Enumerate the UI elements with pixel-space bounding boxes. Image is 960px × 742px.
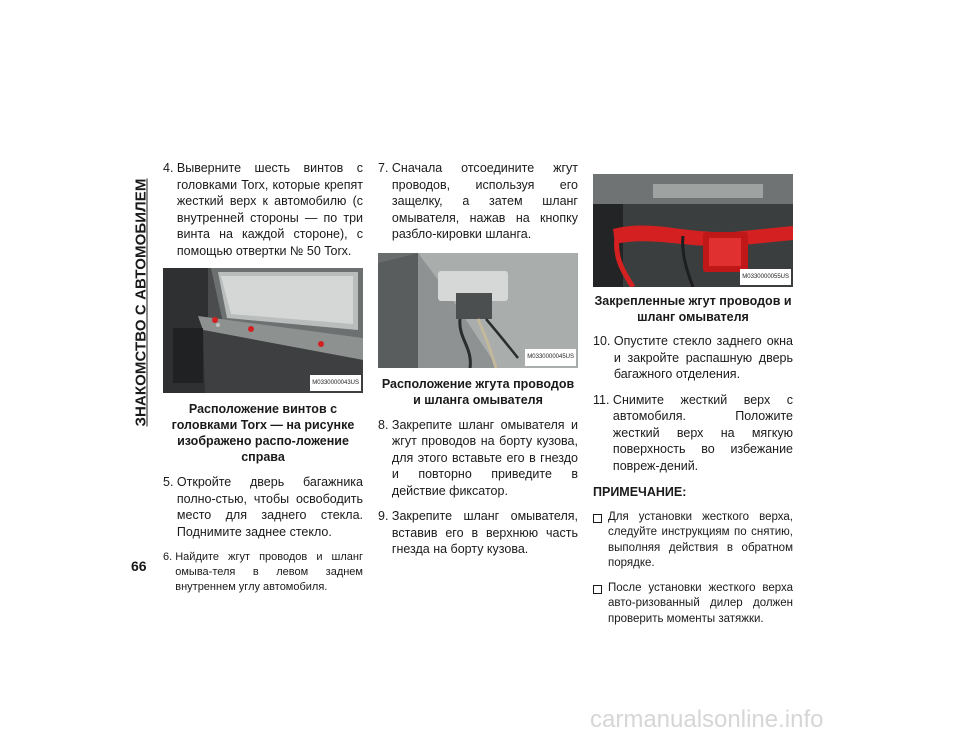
checkbox-square-icon xyxy=(593,514,602,523)
wiring-harness-photo xyxy=(378,253,578,368)
step-5: 5. Откройте дверь багажника полно-стью, чтобы освободить место для заднего стекла. Поднимите заднее стекло. xyxy=(163,475,363,539)
column-1 xyxy=(163,160,363,595)
step-6: 6. Найдите жгут проводов и шланг омыва-теля в левом заднем внутреннем углу автомобиля. xyxy=(163,551,363,593)
watermark: carmanualsonline.info xyxy=(590,706,824,733)
image-code: M0330000045US xyxy=(525,349,576,366)
step-4: 4. Выверните шесть винтов с головками Torx, которые крепят жесткий верх к автомобилю (с внутренней стороны — по три винта на каждой стороне), с помощью отвертки № 50 Torx. xyxy=(163,161,363,258)
caption-3: Закрепленные жгут проводов и шланг омывателя xyxy=(594,294,792,324)
caption-2: Расположение жгута проводов и шланга омывателя xyxy=(381,376,575,407)
note-item: После установки жесткого верха авто-ризованный дилер должен проверить моменты затяжки. xyxy=(593,581,793,628)
step-9: 9. Закрепите шланг омывателя, вставив его в верхнюю часть гнезда на борту кузова. xyxy=(378,509,578,556)
step-7: 7. Сначала отсоедините жгут проводов, используя его защелку, а затем шланг омывателя, нажав на кнопку разбло-кировки шланга. xyxy=(378,161,578,241)
note-item: Для установки жесткого верха, следуйте инструкциям по снятию, выполняя действия в обратном порядке. xyxy=(593,510,793,572)
secured-harness-photo xyxy=(593,174,793,287)
caption-1: Расположение винтов с головками Torx — на рисунке изображено распо-ложение справа xyxy=(171,402,355,464)
checkbox-square-icon xyxy=(593,585,602,594)
note-heading: ПРИМЕЧАНИЕ: xyxy=(593,485,687,499)
step-11: 11. Снимите жесткий верх с автомобиля. Положите жесткий верх на мягкую поверхность во избежание повреж-дений. xyxy=(593,392,793,473)
section-tab xyxy=(130,172,152,432)
rear-window-screws-photo xyxy=(163,268,363,393)
step-10: 10. Опустите стекло заднего окна и закройте распашную дверь багажного отделения. xyxy=(593,334,793,381)
column-2 xyxy=(378,160,578,558)
image-code: M0330000043US xyxy=(310,375,361,392)
step-8: 8. Закрепите шланг омывателя и жгут проводов на борту кузова, для этого вставьте его в гнездо и повторно приведите в действие фиксатор. xyxy=(378,417,578,498)
column-3 xyxy=(593,160,793,627)
page-number: 66 xyxy=(131,558,147,574)
section-tab-label: ЗНАКОМСТВО С АВТОМОБИЛЕМ xyxy=(132,178,150,426)
image-code: M0330000055US xyxy=(740,269,791,286)
